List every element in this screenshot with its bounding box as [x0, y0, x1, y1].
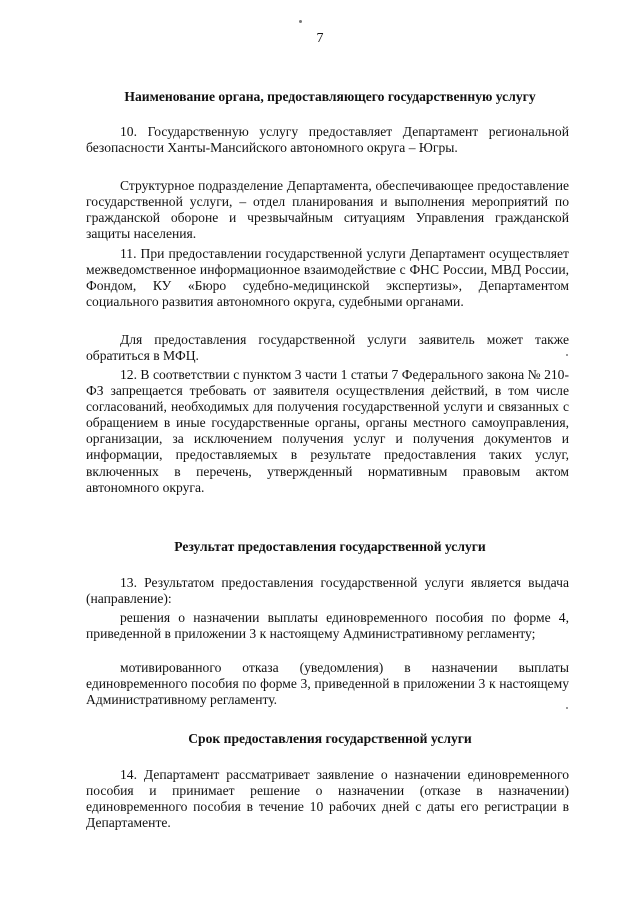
paragraph: решения о назначении выплаты единовременного пособия по форме 4, приведенной в приложении 3 к настоящему Административному регламенту; [86, 610, 569, 642]
paragraph: Для предоставления государственной услуги заявитель может также обратиться в МФЦ. [86, 332, 569, 364]
paragraph: 14. Департамент рассматривает заявление о назначении единовременного пособия и принимает решение о назначении (отказе в назначении) единовременного пособия в течение 10 рабочих дней с даты его регистрации в Департаменте. [86, 767, 569, 831]
paragraph: 11. При предоставлении государственной услуги Департамент осуществляет межведомственное информационное взаимодействие с ФНС России, МВД России, Фондом, КУ «Бюро судебно-медицинской экспертизы», Департаментом социального развития автономного округа, судебными органами. [86, 246, 569, 310]
paragraph: 13. Результатом предоставления государственной услуги является выдача (направление): [86, 575, 569, 607]
section-heading-authority: Наименование органа, предоставляющего государственную услугу [124, 89, 536, 104]
scan-speck [299, 20, 302, 23]
section-heading-term: Срок предоставления государственной услуги [188, 731, 472, 746]
page-number: 7 [316, 31, 324, 46]
paragraph: 12. В соответствии с пунктом 3 части 1 статьи 7 Федерального закона № 210-ФЗ запрещается требовать от заявителя осуществления действий, в том числе согласований, необходимых для получения государственной услуги и связанных с обращением в иные государственные органы, органы местного самоуправления, организации, за исключением получения услуг и получения документов и информации, предоставляемых в результате предоставления таких услуг, включенных в перечень, утвержденный нормативным правовым актом автономного округа. [86, 367, 569, 495]
paragraph: мотивированного отказа (уведомления) в назначении выплаты единовременного пособия по форме 3, приведенной в приложении 3 к настоящему Административному регламенту. [86, 660, 569, 708]
paragraph: Структурное подразделение Департамента, обеспечивающее предоставление государственной услуги, – отдел планирования и выполнения мероприятий по гражданской обороне и чрезвычайным ситуациям Управления гражданской защиты населения. [86, 178, 569, 242]
paragraph: 10. Государственную услугу предоставляет Департамент региональной безопасности Ханты-Мансийского автономного округа – Югры. [86, 124, 569, 156]
section-heading-result: Результат предоставления государственной услуги [174, 539, 486, 554]
